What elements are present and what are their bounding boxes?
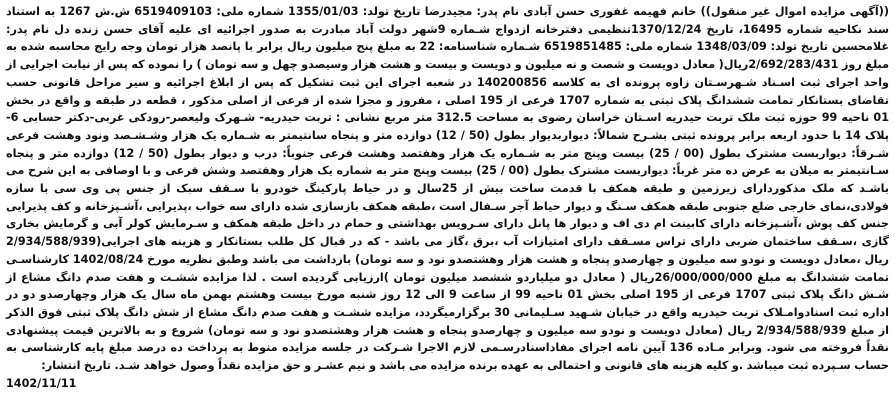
notice-body-text: ((آگهی مزایده اموال غیر منقول)) خانم فهیمه غفوری حسن آبادی نام پدر: مجیدرضا تاریخ تولد: 1355/01/03 شماره ملی: 6519409103 ش.ش 1267 به استناد سند نکاحیه شماره 16495، تاریخ 1370/12/24تنظیمی دفترخانه ازدواج شـماره 9شهر دولت آباد مبادرت به صدور اجرائیه ای علیه آقای حسن زنده دل نام پدر: غلامحسین تاریخ تولد: 1348/03/09 شماره ملی: 6519851485 شـماره شناسنامه: 22 به مبلغ پنج میلیون ریال برابر با پانصد هزار تومان وجه رایج محاسبه شده به مبلغ روز 2/692/283/431ریال( معادل دویست و شصت و نه میلیون و دویست و بیست و هشت هزار وسیصدو چهل و سه تومان ) را نموده که پس از نیابت اجرایی از واحد اجرای ثبت اسـناد شـهرسـتان زاوه پرونده ای به کلاسه 140200856 در شعبه اجرای این ثبت تشکیل که پس از ابلاغ اجرائیه و سیر مراحل قانونی حسب تقاضای بستانکار تمامت ششدانگ پلاک ثبتی به شماره 1707 فرعی از 195 اصلی ، مفروز و مجزا شده از فرعی از اصلی مذکور ، قطعه در طبقه و واقع در بخش 01 ناحیه 99 حوزه ثبت ملک تربت حیدریه اسـتان خراسان رضوی به مساحت 312.5 متر مربع نشانی : تربت حیدریه- شـهرک ولیعصر-رودکی غربی-دکتر حسابی 6-پلاک 14 با حدود اربعه برابر پرونده ثبتی بشـرح شمالاً: دیواربدیوار بطول (50 / 12) دوازده متر و پنجاه سانتیمتر به شـماره یک هزار وشـشـصد ونود وهشت فرعی شـرقاً: دیواربست مشترک بطول (00 / 25) بیست وپنج متر به شـماره یک هزار وهفتصد وهشت فرعی جنوباً: درب و دیوار بطول (50 / 12) دوازده متر و پنجاه سـانتیمتر به میلان به عرض ده متر غرباً: دیواربست مشترک بطول (00 / 25) بیست وپنج متر به شماره یک هزار وهفتصد وشش فرعی و با اوصافی به این شرح می باشـد که ملک مذکوردارای زیرزمین و طبقه همکف با قدمت ساخت بیش از 25سال و در حیاط پارکینگ خودرو با سـقف سبک از جنس پی وی سی با سازه فولادی،نمای خارجی ضلع جنوبی طبقه همکف سـنگ و دیوار حیاط آجر سـفال است ،طبقه همکف بازسازی شده دارای سه خواب ،پذیرایی ،آشـپزخانه و کف پذیرایی جنس کف پوش ،آشـپزخانه دارای کابینت ام دی اف و دیوار ها پانل دارای سـرویس بهداشتی و حمام در داخل طبقه همکف و سـرمایش کولر آبی و گرمایش بخاری گازی ،سـقف ساختمان ضربی دارای تراس مسـقف دارای امتیازات آب ،برق ،گاز می باشد - که در قبال کل طلب بستانکار و هزینه های اجرایی(2/934/588/939 ریال ،معادل دویست و نودو سه میلیون و چهارصدو پنجاه و هشت هزار وهشتصدو نود و سه تومان) بازداشت می باشد وطبق نظریه مورخ 1402/08/24 کارشناسـی تمامت ششدانگ به مبلغ 26/000/000/000ریال ( معادل دو میلیاردو ششصد میلیون تومان )ارزیابی گردیده است . لذا مزایده ششـت و هفت صدم دانگ مشاع از شـش دانگ پلاک ثبتی 1707 فرعی از 195 اصلی بخش 01 ناحیه 99 از ساعت 9 الی 12 روز شنبه مورخ بیست وهشتم بهمن ماه سال یک هزار وچهارصدو دو در اداره ثبت اسنادوامـلاک تربت حیدریه واقع در خیابان شـهید سـلیمانی 30 برگزارمیگردد، مزایده ششـت و هفت صدم دانگ مشاع از شش دانگ پلاک ثبتی فوق الذکر از مبلغ 2/934/588/939 ریال (معادل دویست و نودو سه میلیون و چهارصدو پنجاه و هشت هزار وهشتصدو نود و سه تومان) شروع و به بالاترین قیمت پیشنهادی نقداً فروخته می شود. وبرابر مـاده 136 آیین نامه اجرای مفاداسنادرسـمی لازم الاجرا شـرکت در جلسه مزایده منوط به پرداخت ده درصد مبلغ پایه کارشناسی به حساب سـپرده ثبت میباشد .و کلیه هزینه های قانونی و احتمالی به عهده برنده مزایده می باشد و نیم عشـر و حق مزایده نقداً وصول خواهد شـد. تاریخ انتشار:	[6, 5, 890, 373]
publication-date: 1402/11/11	[6, 376, 77, 390]
auction-notice	[2, 2, 893, 409]
